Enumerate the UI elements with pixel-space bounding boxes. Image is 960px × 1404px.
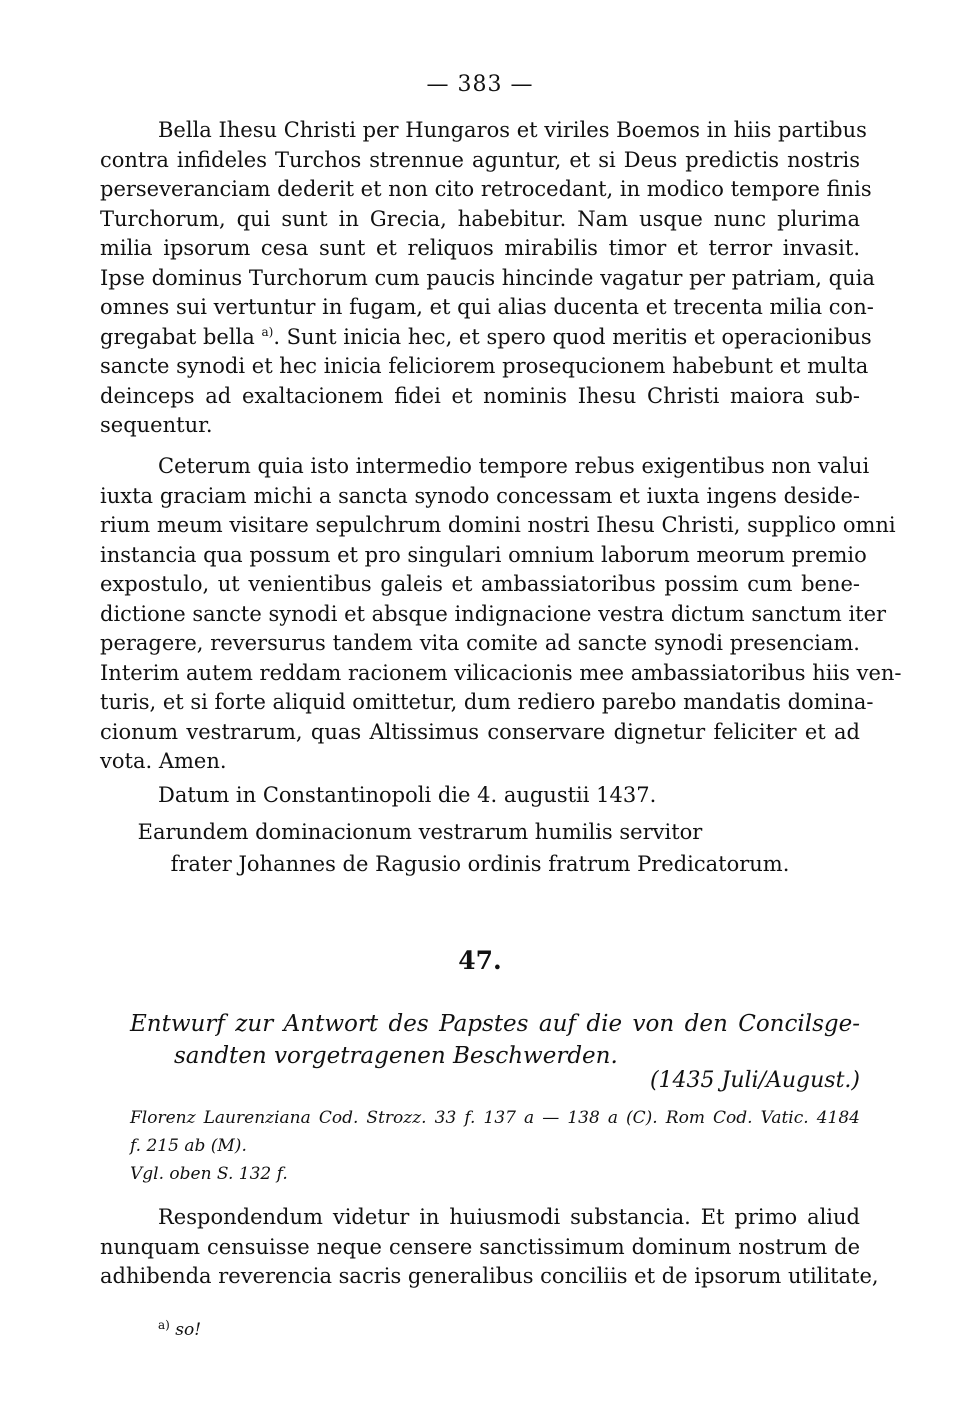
text-line: milia ipsorum cesa sunt et reliquos mirabilis timor et terror invasit. (100, 236, 860, 260)
document-date: (1435 Juli/August.) (649, 1068, 860, 1093)
text-line: cionum vestrarum, quas Altissimus conservare dignetur feliciter et ad (100, 719, 860, 744)
text-line: contra infideles Turchos strennue aguntur, et si Deus predictis nostris (100, 147, 860, 172)
source-line: f. 215 ab (M). (130, 1136, 247, 1156)
footnote-mark: a) (158, 1318, 170, 1332)
footnote-reference: a) (261, 324, 274, 339)
text-line: deinceps ad exaltacionem fidei et nominis Ihesu Christi maiora sub- (100, 383, 860, 408)
source-line: Vgl. oben S. 132 f. (130, 1164, 288, 1184)
text-line: omnes sui vertuntur in fugam, et qui alias ducenta et trecenta milia con- (100, 295, 874, 319)
text-line: instancia qua possum et pro singulari omnium laborum meorum premio (100, 542, 867, 567)
text-line: Ipse dominus Turchorum cum paucis hincinde vagatur per patriam, quia (100, 265, 875, 290)
document-title (130, 1008, 860, 1072)
text-line: iuxta graciam michi a sancta synodo concessam et iuxta ingens deside- (100, 483, 860, 508)
signature-line-2: frater Johannes de Ragusio ordinis fratrum Predicatorum. (170, 852, 790, 876)
document-number: 47. (458, 946, 502, 975)
text-line: Bella Ihesu Christi per Hungaros et viriles Boemos in hiis partibus (158, 118, 867, 142)
text-line: rium meum visitare sepulchrum domini nostri Ihesu Christi, supplico omni (100, 513, 896, 537)
text-line: nunquam censuisse neque censere sanctissimum dominum nostrum de (100, 1234, 860, 1259)
text-line: perseveranciam dederit et non cito retrocedant, in modico tempore finis (100, 177, 872, 201)
dating-line (100, 781, 860, 811)
text-line: sequentur. (100, 413, 213, 437)
text-fragment: Sunt inicia hec, et spero quod meritis et operacionibus (286, 324, 872, 349)
text-line: adhibenda reverencia sacris generalibus conciliis et de ipsorum utilitate, (100, 1264, 879, 1288)
text-line: expostulo, ut venientibus galeis et ambassiatoribus possim cum bene- (100, 572, 860, 596)
dating-text: Datum in Constantinopoli die 4. augustii 1437. (158, 783, 657, 807)
source-references (130, 1104, 860, 1188)
text-line: vota. Amen. (100, 749, 227, 773)
document-body (100, 1203, 879, 1292)
text-line: dictione sancte synodi et absque indignacione vestra dictum sanctum iter (100, 601, 887, 626)
text-line: Interim autem reddam racionem vilicacionis mee ambassiatoribus hiis ven- (100, 660, 902, 685)
text-line: Ceterum quia isto intermedio tempore rebus exigentibus non valui (158, 454, 870, 478)
source-line: Florenz Laurenziana Cod. Strozz. 33 f. 137 a — 138 a (C). Rom Cod. Vatic. 4184 (130, 1108, 860, 1128)
footnote (158, 1318, 201, 1340)
signature-line-1: Earundem dominacionum vestrarum humilis servitor (137, 820, 703, 844)
title-line: sandten vorgetragenen Beschwerden. (174, 1043, 618, 1069)
text-line: turis, et si forte aliquid omittetur, dum rediero parebo mandatis domina- (100, 690, 874, 714)
page-number: — 383 — (426, 72, 534, 97)
text-line: Turchorum, qui sunt in Grecia, habebitur. Nam usque nunc plurima (100, 206, 860, 231)
text-line: peragere, reversurus tandem vita comite ad sancte synodi presenciam. (100, 631, 860, 655)
title-line: Entwurf zur Antwort des Papstes auf die von den Concilsge- (130, 1011, 860, 1037)
letter-paragraph-1 (100, 116, 875, 441)
text-fragment: gregabat bella (100, 324, 255, 349)
letter-paragraph-2 (100, 452, 902, 777)
text-line: sancte synodi et hec inicia feliciorem prosequcionem habebunt et multa (100, 354, 869, 378)
text-line-with-footnote: gregabat bella $^{a)}$. Sunt inicia hec, et spero quod meritis et operacionibus (100, 324, 872, 349)
text-line: Respondendum videtur in huiusmodi substancia. Et primo aliud (158, 1205, 860, 1229)
footnote-text: so! (175, 1320, 202, 1340)
